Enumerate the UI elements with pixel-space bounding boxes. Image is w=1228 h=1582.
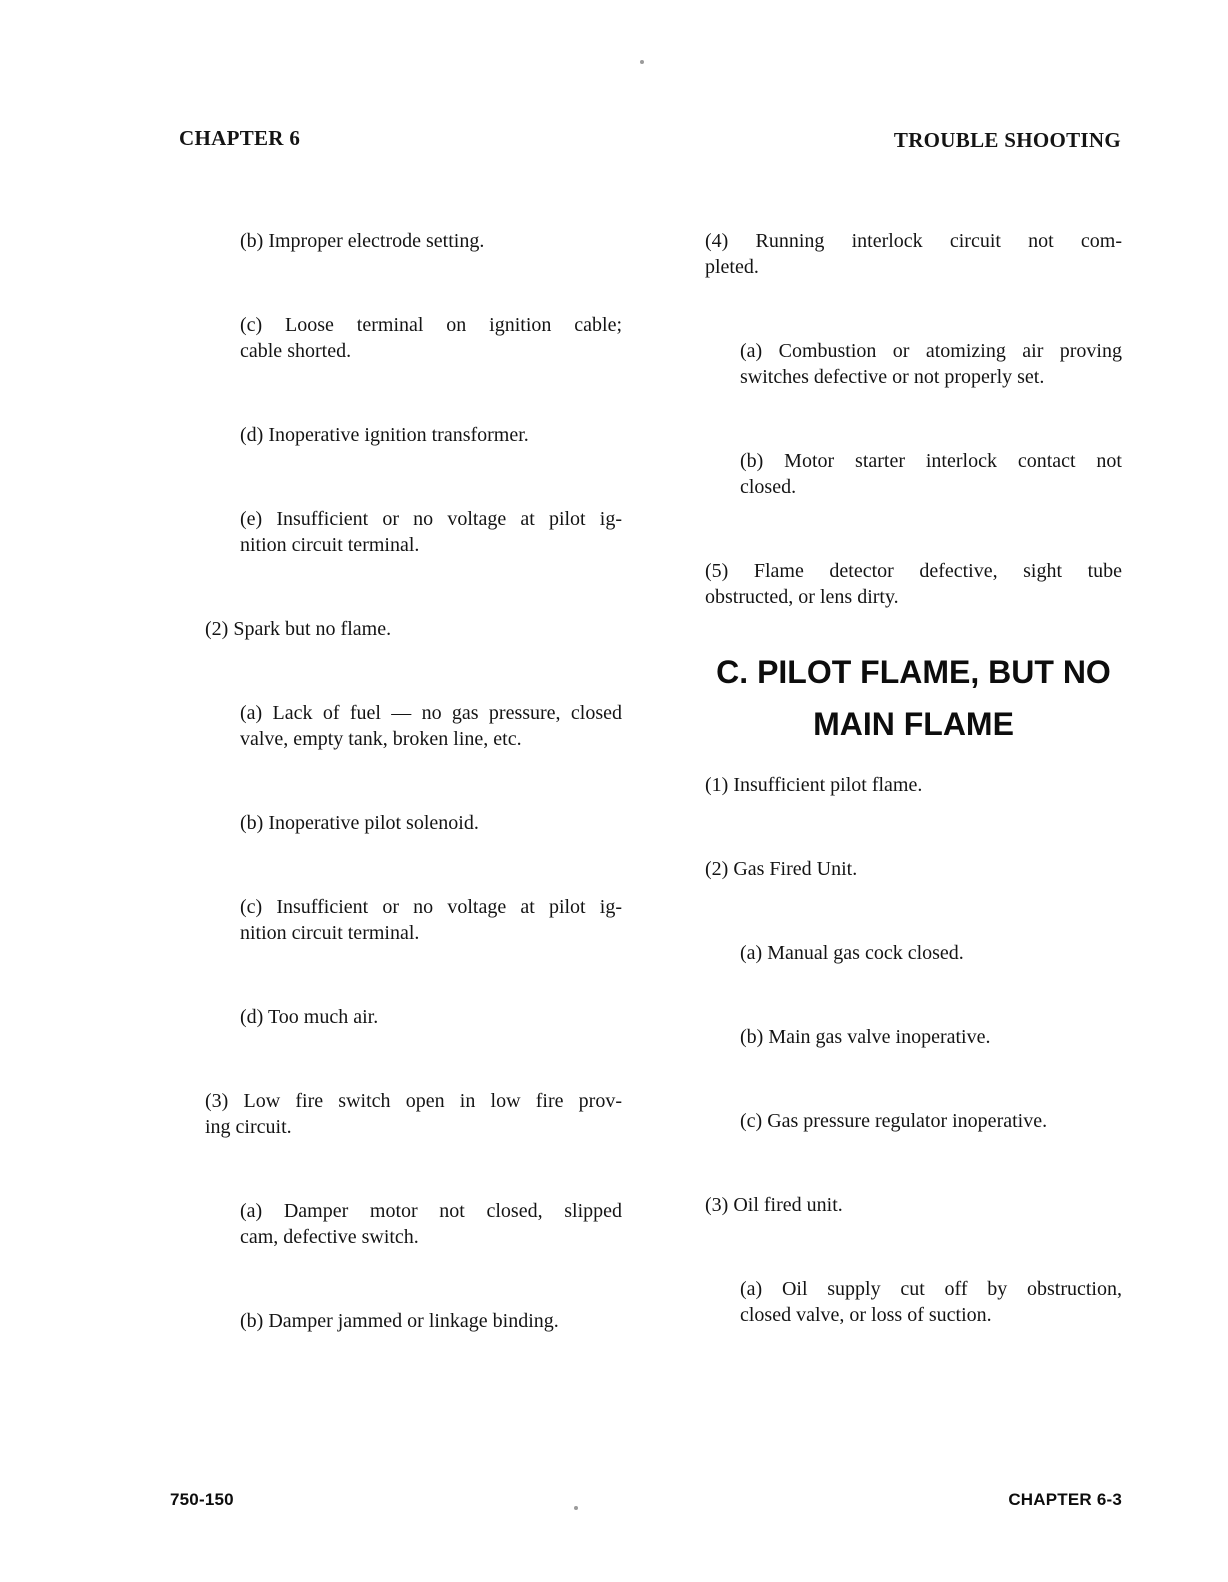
text-line: (a) Damper motor not closed, slipped [240,1200,622,1222]
text-line: cable shorted. [240,340,352,362]
text-line: (b) Inoperative pilot solenoid. [240,812,479,834]
item-running-interlock [705,228,1122,280]
item-motor-starter-interlock [705,448,1122,500]
item-damper-jammed [205,1308,622,1334]
text-line: closed valve, or loss of suction. [740,1304,992,1326]
text-line: (2) Spark but no flame. [205,618,392,640]
text-line: valve, empty tank, broken line, etc. [240,728,522,750]
text-line: (d) Inoperative ignition transformer. [240,424,529,446]
item-oil-fired-unit [705,1192,1122,1218]
item-lack-of-fuel [205,700,622,752]
item-low-fire-switch [205,1088,622,1140]
item-insufficient-voltage-2 [205,894,622,946]
text-line: (a) Manual gas cock closed. [740,942,964,964]
text-line: (3) Low fire switch open in low fire prov- [205,1090,622,1112]
item-inoperative-transformer [205,422,622,448]
text-line: (c) Loose terminal on ignition cable; [240,314,622,336]
item-too-much-air [205,1004,622,1030]
item-damper-motor [205,1198,622,1250]
text-line: (c) Gas pressure regulator inoperative. [740,1110,1048,1132]
text-line: cam, defective switch. [240,1226,419,1248]
text-line: (b) Damper jammed or linkage binding. [240,1310,559,1332]
text-line: (b) Improper electrode setting. [240,230,485,252]
text-line: (a) Oil supply cut off by obstruction, [740,1278,1122,1300]
text-line: (b) Main gas valve inoperative. [740,1026,991,1048]
item-inoperative-solenoid [205,810,622,836]
item-improper-electrode [205,228,622,254]
text-line: (a) Combustion or atomizing air proving [740,340,1122,362]
text-line: (5) Flame detector defective, sight tube [705,560,1122,582]
text-line: (2) Gas Fired Unit. [705,858,858,880]
item-insufficient-pilot-flame [705,772,1122,798]
text-line: closed. [740,476,797,498]
text-line: obstructed, or lens dirty. [705,586,899,608]
item-manual-gas-cock [705,940,1122,966]
text-line: (c) Insufficient or no voltage at pilot ig- [240,896,622,918]
item-gas-fired-unit [705,856,1122,882]
item-flame-detector [705,558,1122,610]
right-column [705,228,1122,1386]
text-line: (b) Motor starter interlock contact not [740,450,1122,472]
header-title: TROUBLE SHOOTING [893,128,1121,152]
item-oil-supply-cut-off [705,1276,1122,1328]
text-line: (4) Running interlock circuit not com- [705,230,1122,252]
heading-line: MAIN FLAME [813,706,1014,742]
text-line: (d) Too much air. [240,1006,379,1028]
header-chapter: CHAPTER 6 [179,126,301,150]
text-line: (e) Insufficient or no voltage at pilot ig- [240,508,622,530]
text-line: (a) Lack of fuel — no gas pressure, closed [240,702,622,724]
text-line: pleted. [705,256,759,278]
item-combustion-proving [705,338,1122,390]
text-line: ing circuit. [205,1116,292,1138]
left-column [205,228,622,1392]
item-gas-pressure-regulator [705,1108,1122,1134]
heading-line: C. PILOT FLAME, BUT NO [716,654,1111,690]
text-line: (3) Oil fired unit. [705,1194,843,1216]
text-line: switches defective or not properly set. [740,366,1045,388]
scan-artifact-dot [640,60,644,64]
text-line: (1) Insufficient pilot flame. [705,774,923,796]
scan-artifact-dot [574,1506,578,1510]
text-line: nition circuit terminal. [240,922,420,944]
item-insufficient-voltage-1 [205,506,622,558]
footer-page-label: CHAPTER 6-3 [1008,1490,1122,1509]
item-loose-terminal [205,312,622,364]
section-heading-pilot-flame [705,646,1122,750]
text-line: nition circuit terminal. [240,534,420,556]
item-spark-no-flame [205,616,622,642]
item-main-gas-valve [705,1024,1122,1050]
footer-doc-number: 750-150 [170,1490,234,1509]
